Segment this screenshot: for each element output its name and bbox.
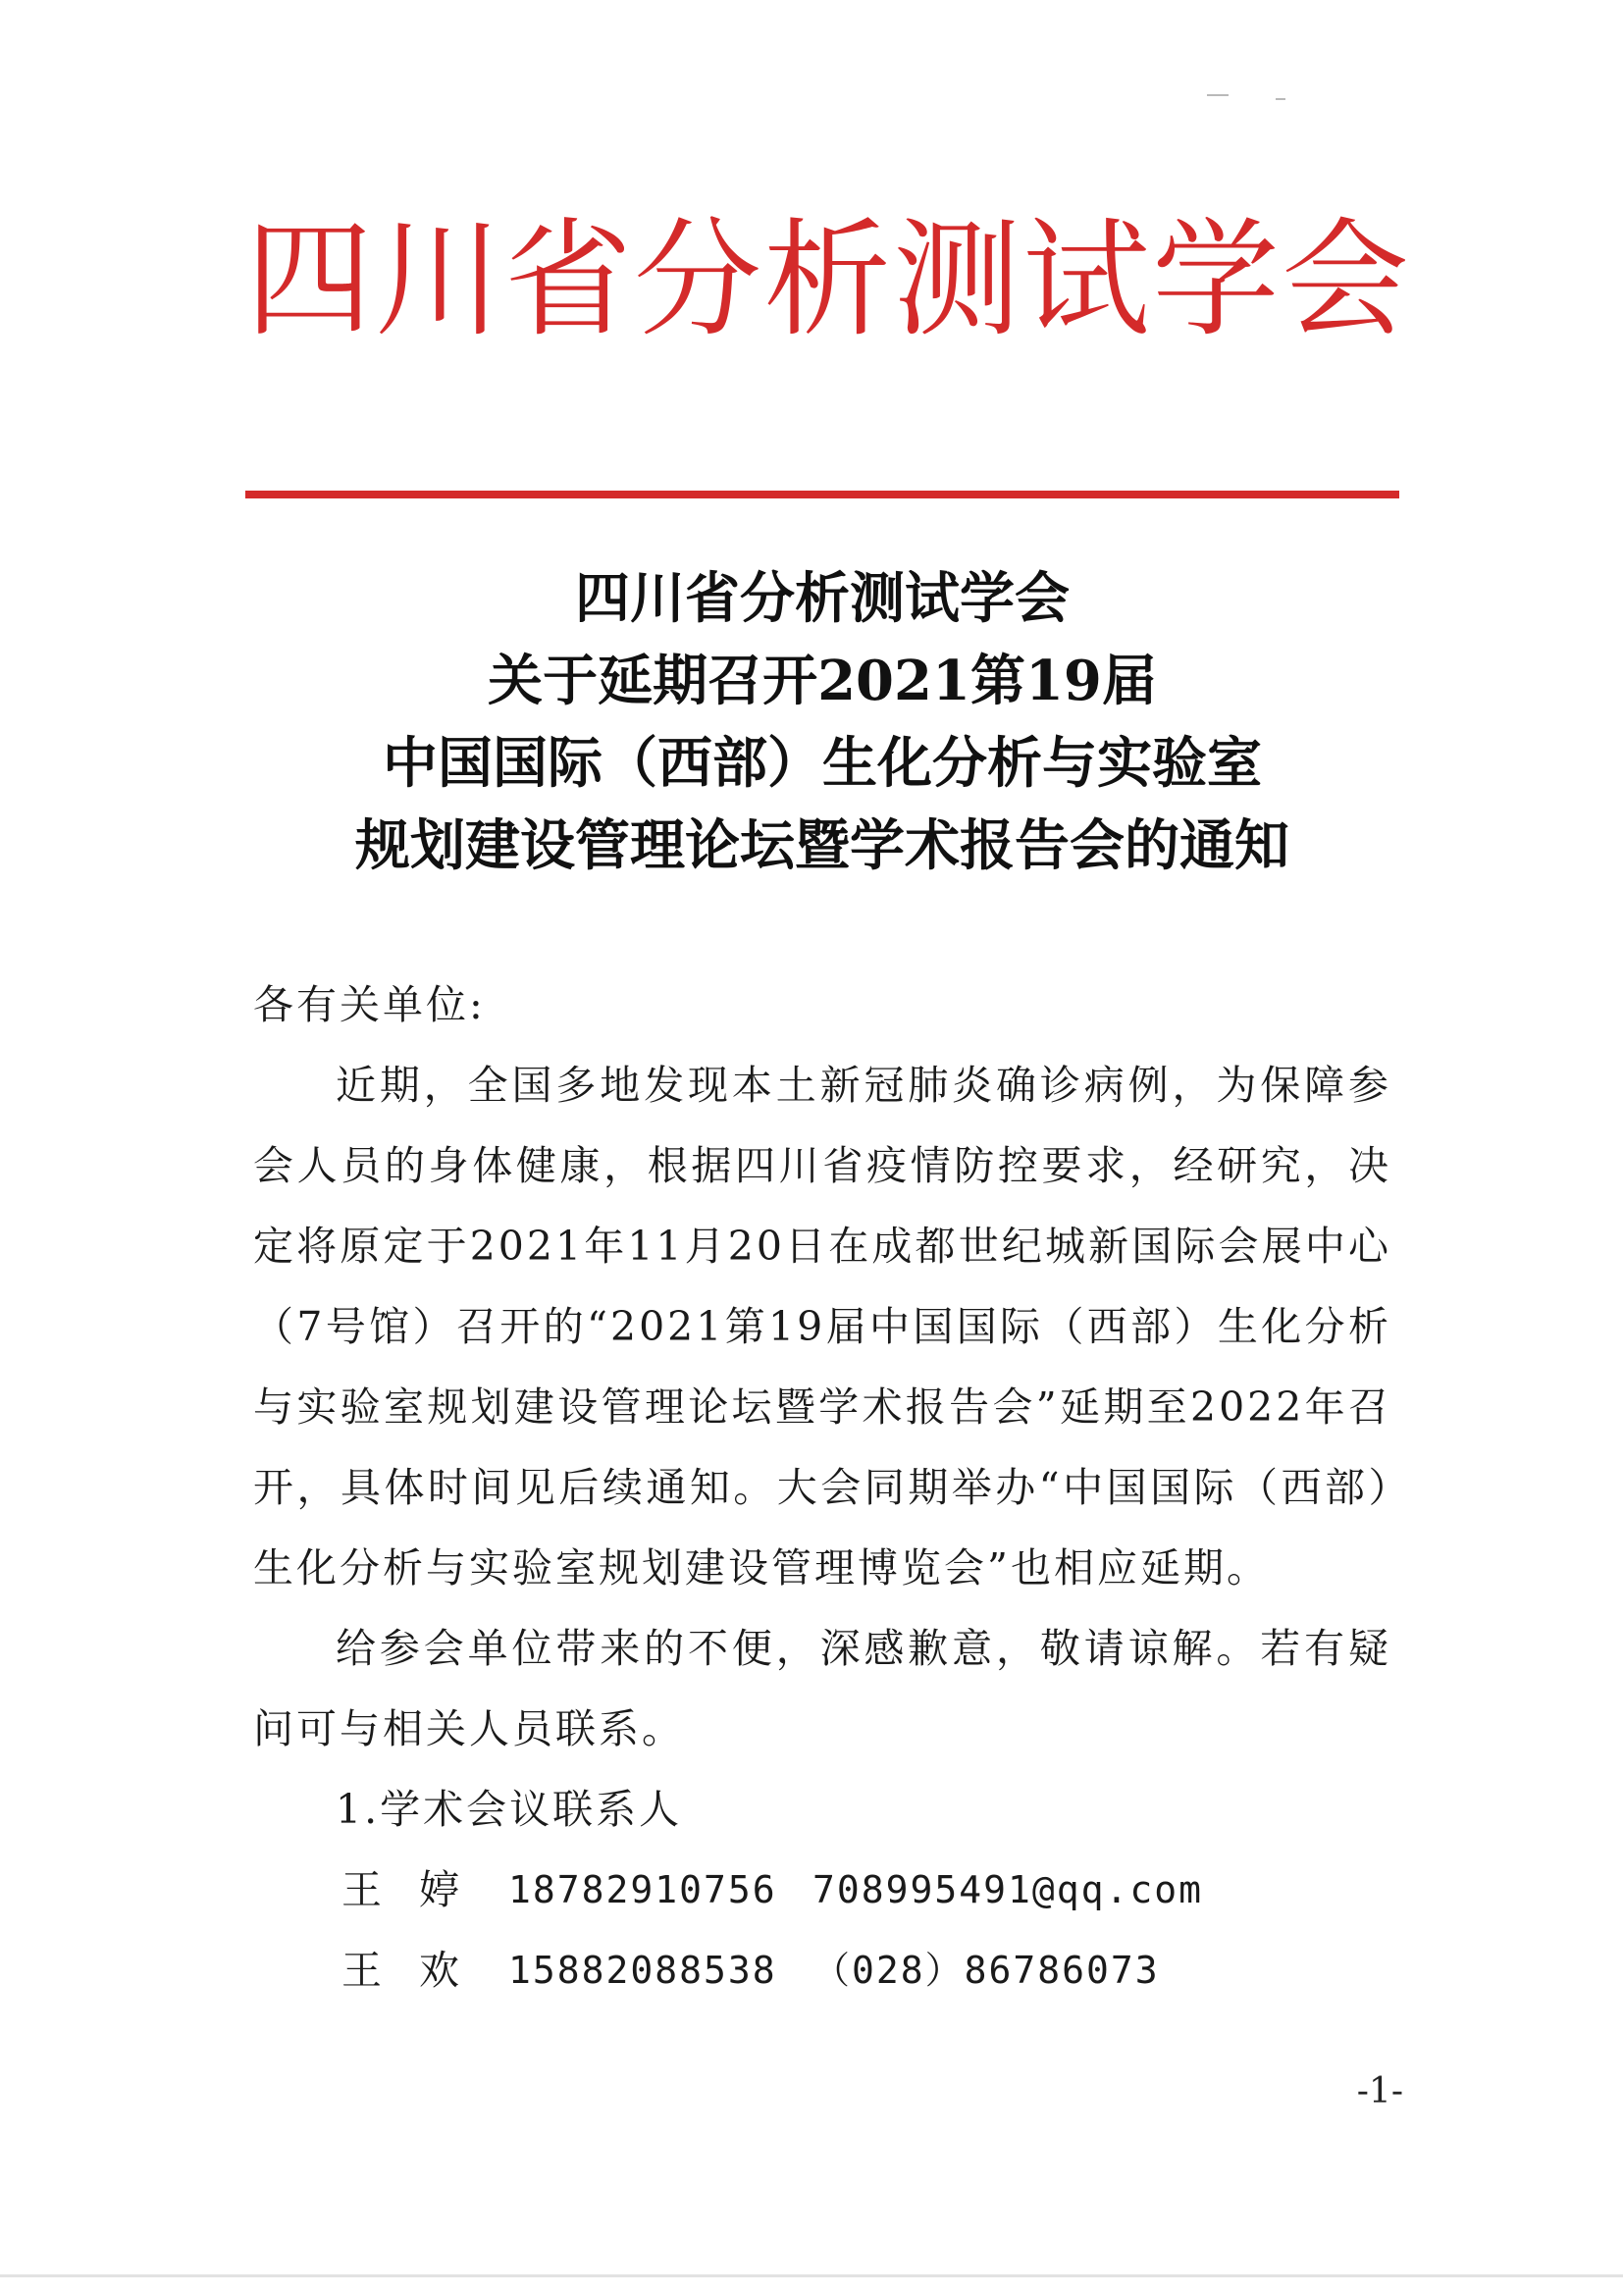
contact-name: 王婷 — [341, 1866, 497, 1913]
title-line: 四川省分析测试学会 — [575, 566, 1070, 631]
title-line: 中国国际（西部）生化分析与实验室 — [383, 731, 1262, 796]
contact-phone: 18782910756 — [508, 1868, 777, 1911]
notice-title — [245, 557, 1399, 887]
scan-mark — [1276, 98, 1285, 100]
body-paragraph: 给参会单位带来的不便，深感歉意，敬请谅解。若有疑问可与相关人员联系。 — [253, 1625, 1391, 1752]
contact-phone: 15882088538 — [508, 1949, 777, 1992]
salutation: 各有关单位: — [253, 981, 486, 1028]
title-line: 关于延期召开2021第19届 — [488, 649, 1157, 713]
scan-bottom-edge — [0, 2274, 1623, 2277]
scan-mark — [1207, 94, 1229, 96]
letterhead-title: 四川省分析测试学会 — [245, 205, 1412, 354]
contact-name: 王欢 — [341, 1947, 497, 1994]
page-number: -1- — [1356, 2071, 1403, 2112]
contact-row — [253, 1930, 1391, 2010]
red-divider-line — [245, 491, 1399, 498]
contact-row — [253, 1850, 1391, 1930]
title-line: 规划建设管理论坛暨学术报告会的通知 — [355, 813, 1289, 878]
body-paragraph: 近期，全国多地发现本土新冠肺炎确诊病例，为保障参会人员的身体健康，根据四川省疫情防控要求，经研究，决定将原定于2021年11月20日在成都世纪城新国际会展中心（7号馆）召开的“2021第19届中国国际（西部）生化分析与实验室规划建设管理论坛暨学术报告会”延期至2022年召开，具体时间见后续通知。大会同期举办“中国国际（西部）生化分析与实验室规划建设管理博览会”也相应延期。 — [253, 1062, 1391, 1592]
contact-email: 708995491@qq.com — [812, 1868, 1204, 1911]
notice-body — [253, 965, 1391, 2010]
contact-heading: 1.学术会议联系人 — [336, 1786, 683, 1833]
contact-landline: （028）86786073 — [812, 1949, 1160, 1992]
